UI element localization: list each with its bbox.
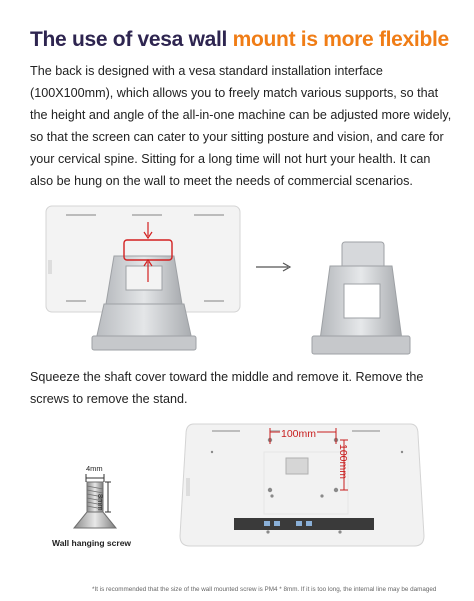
screw-length-label: 8mm (96, 494, 105, 511)
page-title (30, 28, 449, 52)
removed-stand-image (306, 236, 416, 360)
title-part-1: The use of vesa wall (30, 28, 233, 51)
screw-illustration (60, 468, 150, 548)
screw-width-label: 4mm (86, 464, 103, 473)
monitor-with-stand-image (44, 200, 244, 360)
title-part-2: mount is more flexible (232, 28, 449, 51)
vesa-horizontal-label: 100mm (281, 428, 317, 440)
description-text: The back is designed with a vesa standard installation interface (100X100mm), which allows you to freely match various supports, so that the height and angle of the all-in-one machine can be adjusted more widely, so that the screen can cater to your sitting posture and vision, and care for your cervical spine. Sitting for a long time will not hurt your health. It can also be hung on the wall to meet the needs of commercial scenarios. (30, 64, 452, 188)
right-arrow-icon (256, 262, 292, 272)
vesa-vertical-label: 100mm (337, 444, 349, 480)
stand-removal-caption: Squeeze the shaft cover toward the middle and remove it. Remove the screws to remove the stand. (30, 370, 424, 406)
footnote: *It is recommended that the size of the wall mounted screw is PM4 * 8mm. If it is too long, the internal line may be damaged (92, 586, 437, 593)
screw-caption: Wall hanging screw (52, 538, 132, 548)
